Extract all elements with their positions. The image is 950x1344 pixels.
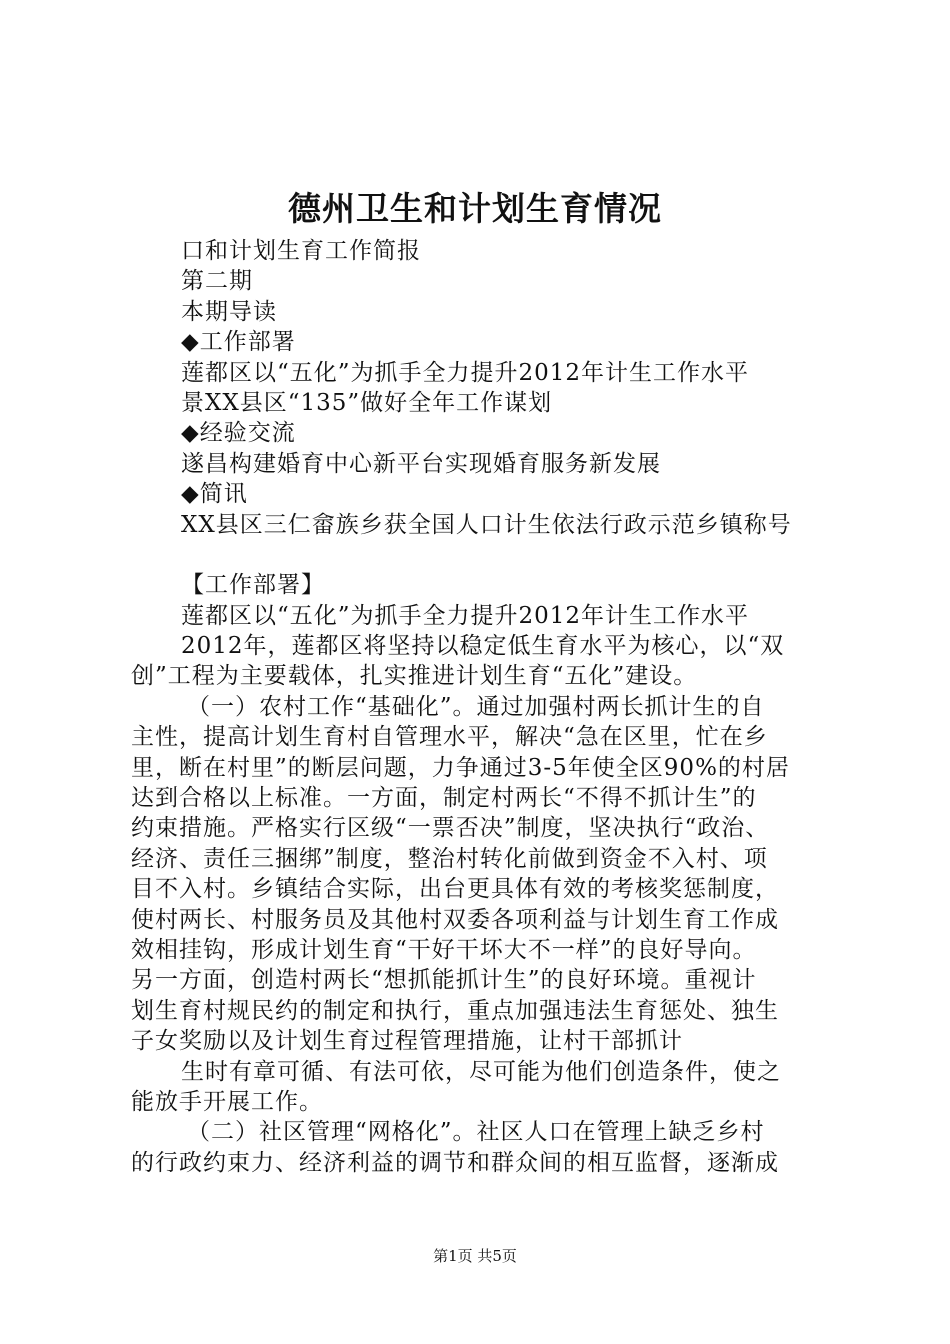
paragraph-line: 效相挂钩，形成计划生育“干好干坏大不一样”的良好导向。 <box>131 936 757 963</box>
paragraph-line: 达到合格以上标准。一方面，制定村两长“不得不抓计生”的 <box>131 785 757 812</box>
paragraph-line: 2012年，莲都区将坚持以稳定低生育水平为核心，以“双 <box>181 633 785 660</box>
paragraph-line: 约束措施。严格实行区级“一票否决”制度，坚决执行“政治、 <box>131 815 770 842</box>
paragraph-line: （一）农村工作“基础化”。通过加强村两长抓计生的自 <box>187 693 765 720</box>
document-title: 德州卫生和计划生育情况 <box>288 189 662 228</box>
paragraph-line: 能放手开展工作。 <box>131 1088 323 1115</box>
section-marker: ◆工作部署 <box>181 329 296 356</box>
paragraph-line: 经济、责任三捆绑”制度，整治村转化前做到资金不入村、项 <box>131 845 768 872</box>
paragraph-line: 创”工程为主要载体，扎实推进计划生育“五化”建设。 <box>131 663 698 690</box>
paragraph-line: 生时有章可循、有法可依，尽可能为他们创造条件，使之 <box>181 1058 781 1085</box>
section-marker: ◆经验交流 <box>181 420 296 447</box>
paragraph-line: 目不入村。乡镇结合实际，出台更具体有效的考核奖惩制度， <box>131 876 779 903</box>
blank-line <box>131 540 831 570</box>
paragraph-line: 划生育村规民约的制定和执行，重点加强违法生育惩处、独生 <box>131 997 779 1024</box>
text-line: XX县区三仁畲族乡获全国人口计生依法行政示范乡镇称号 <box>181 511 792 538</box>
text-line: 第二期 <box>181 268 253 295</box>
text-line: 莲都区以“五化”为抓手全力提升2012年计生工作水平 <box>181 359 750 386</box>
section-heading: 【工作部署】 <box>181 572 325 599</box>
text-line: 莲都区以“五化”为抓手全力提升2012年计生工作水平 <box>181 602 750 629</box>
document-body <box>131 236 831 1178</box>
text-line: 本期导读 <box>181 298 277 325</box>
text-line: 遂昌构建婚育中心新平台实现婚育服务新发展 <box>181 450 661 477</box>
text-line: 口和计划生育工作简报 <box>181 238 421 264</box>
text-line: 景XX县区“135”做好全年工作谋划 <box>181 389 553 416</box>
paragraph-line: 使村两长、村服务员及其他村双委各项利益与计划生育工作成 <box>131 906 779 933</box>
paragraph-line: 主性，提高计划生育村自管理水平，解决“急在区里，忙在乡 <box>131 724 768 751</box>
paragraph-line: （二）社区管理“网格化”。社区人口在管理上缺乏乡村 <box>187 1119 765 1146</box>
page-footer: 第1页 共5页 <box>433 1247 517 1265</box>
paragraph-line: 的行政约束力、经济利益的调节和群众间的相互监督，逐渐成 <box>131 1149 779 1176</box>
paragraph-line: 里，断在村里”的断层问题，力争通过3-5年使全区90%的村居 <box>131 754 790 781</box>
paragraph-line: 另一方面，创造村两长“想抓能抓计生”的良好环境。重视计 <box>131 967 757 994</box>
paragraph-line: 子女奖励以及计划生育过程管理措施，让村干部抓计 <box>131 1028 683 1055</box>
section-marker: ◆简讯 <box>181 481 248 508</box>
